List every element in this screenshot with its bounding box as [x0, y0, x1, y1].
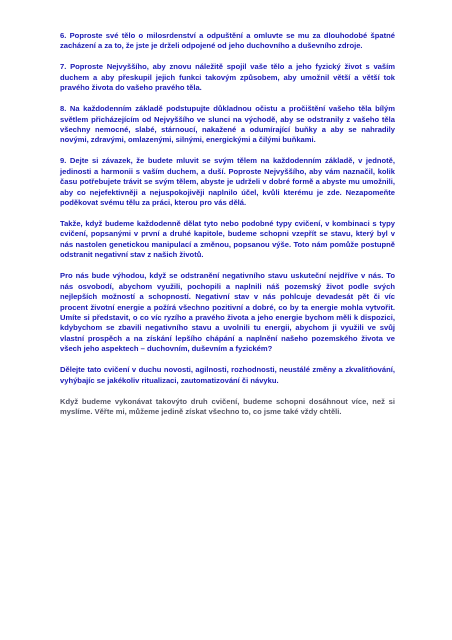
paragraph-closing: Když budeme vykonávat takovýto druh cvičení, budeme schopni dosáhnout více, než si myslíme. Věřte mi, můžeme jedině získat všechno to, co jsme také vždy chtěli. [60, 396, 395, 416]
paragraph-8: 8. Na každodenním základě podstupujte důkladnou očistu a pročištění vašeho těla bílým světlem přicházejícím od Nejvyššího ve slunci na východě, aby se odstranily z vašeho těla všechny nemocné, slabé, stárnoucí, nakažené a odumírající buňky a aby se nahradily novými, zdravými, omlazenými, silnými, energickými a čilými buňkami. [60, 104, 395, 145]
paragraph-summary: Takže, když budeme každodenně dělat tyto nebo podobné typy cvičení, v kombinaci s typy cvičení, popsanými v první a druhé kapitole, budeme schopni vzepřít se stavu, který byl v nás nastolen genetickou manipulací a změnou, popsanou výše. Toto nám pomůže postupně odstranit negativní stav z našich životů. [60, 219, 395, 260]
paragraph-9: 9. Dejte si závazek, že budete mluvit se svým tělem na každodenním základě, v jednotě, jedinosti a harmonii s vaším duchem, a duší. Poproste Nejvyššího, aby vám naznačil, kolik času potřebujete trávit se svým tělem, abyste je udrželi v dobré formě a abyste mu umožnili, aby co nejefektivněji a nejuspokojivěji naplnilo účel, kvůli kterému je zde. Nezapomeňte poděkovat svému tělu za práci, kterou pro vás dělá. [60, 156, 395, 208]
paragraph-instructions: Dělejte tato cvičení v duchu novosti, agilnosti, rozhodnosti, neustálé změny a zkvalitňování, vyhýbajíc se jakékoliv ritualizaci, zautomatizování či návyku. [60, 365, 395, 385]
paragraph-advantage: Pro nás bude výhodou, když se odstranění negativního stavu uskuteční nejdříve v nás. To nás osvobodí, abychom využili, pochopili a naplnili náš pozemský život podle svých nejlepších možností a schopností. Negativní stav v nás pohlcuje devadesát pět či víc procent životní energie a požírá všechno pozitivní a dobré, co by ta energie mohla vytvořit. Umíte si představit, o co víc ryzího a pravého života a jeho energie bychom měli k dispozici, kdybychom se zbavili negativního stavu a uvolnili tu energii, abychom ji využili ve svůj vlastní prospěch a na získání lepšího chápání a naplnění našeho pozemského života ve všech jeho aspektech – duchovním, duševním a fyzickém? [60, 271, 395, 354]
paragraph-7: 7. Poproste Nejvyššího, aby znovu náležitě spojil vaše tělo a jeho fyzický život s vaším duchem a aby přeskupil jejich funkci takovým způsobem, aby umožnil větší a větší tok pravého života do vašeho pravého těla. [60, 62, 395, 93]
paragraph-6: 6. Poproste své tělo o milosrdenství a odpuštění a omluvte se mu za dlouhodobé špatné zacházení a za to, že jste je drželi odpojené od jeho duchovního a duševního zdroje. [60, 31, 395, 51]
document-page [60, 31, 395, 428]
